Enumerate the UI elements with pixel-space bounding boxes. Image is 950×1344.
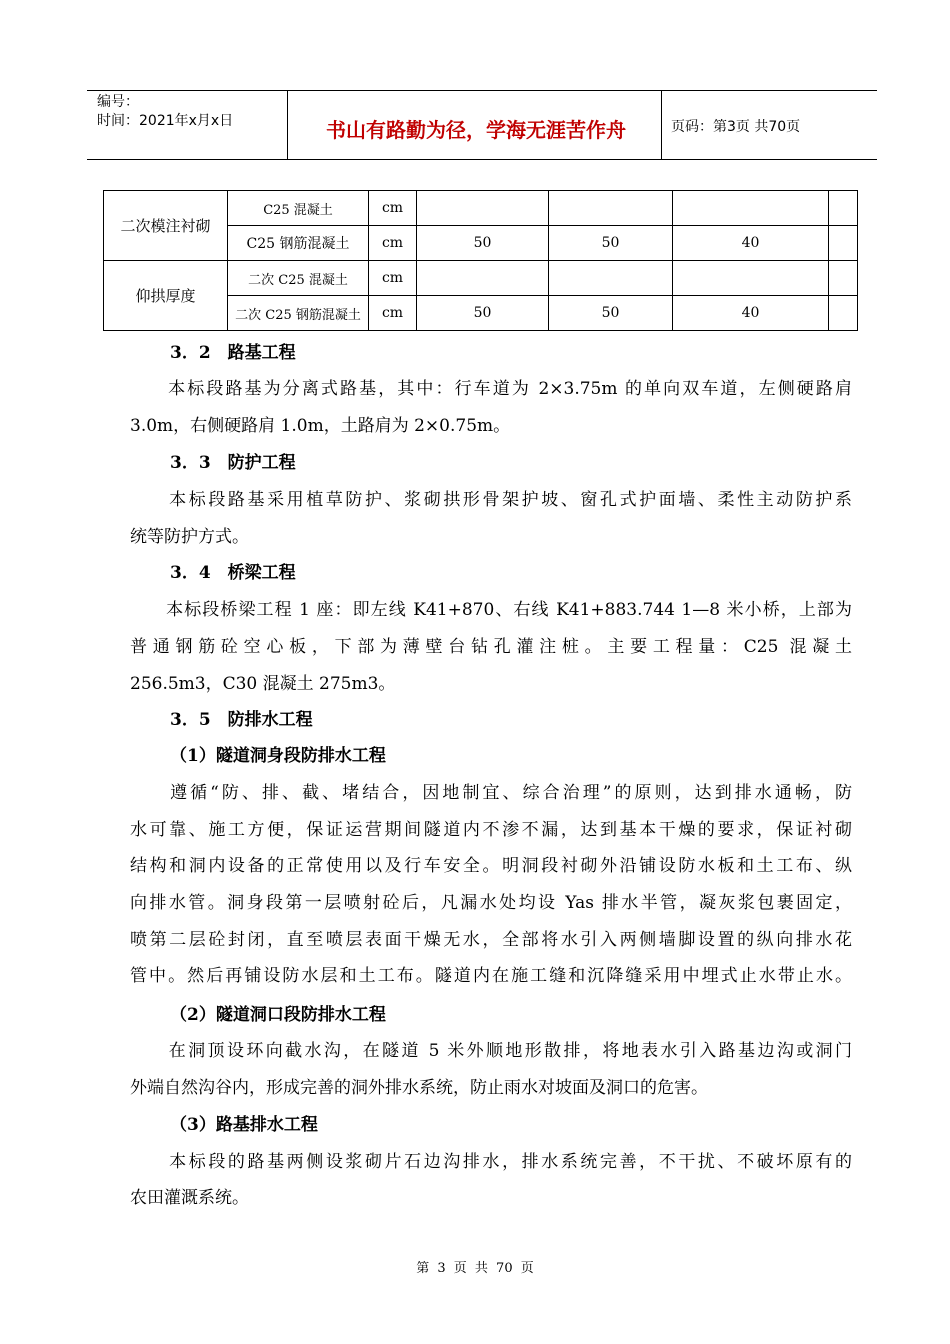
unit-cell: cm [369, 296, 417, 331]
unit-cell: cm [369, 191, 417, 226]
table-row [104, 191, 858, 226]
item-cell: 二次 C25 钢筋混凝土 [228, 296, 369, 331]
item-cell: C25 混凝土 [228, 191, 369, 226]
header-meta [97, 93, 233, 131]
value-cell: 50 [549, 226, 673, 261]
subsection-heading: （1）隧道洞身段防排水工程 [170, 746, 386, 766]
paragraph-line: 农田灌溉系统。 [130, 1188, 249, 1208]
header-divider [661, 91, 662, 159]
value-cell [417, 191, 549, 226]
section-heading-3-3: 3．3 防护工程 [170, 453, 296, 473]
paragraph-line: 在洞顶设环向截水沟，在隧道 5 米外顺地形散排，将地表水引入路基边沟或洞门 [130, 1041, 852, 1061]
page-header [87, 90, 877, 160]
subsection-heading: （3）路基排水工程 [170, 1115, 318, 1135]
paragraph-line: 向排水管。洞身段第一层喷射砼后，凡漏水处均设 Yas 排水半管，凝灰浆包裹固定， [130, 893, 852, 913]
value-cell [549, 191, 673, 226]
value-cell: 40 [673, 226, 829, 261]
section-heading-3-5: 3．5 防排水工程 [170, 710, 313, 730]
item-cell: 二次 C25 混凝土 [228, 261, 369, 296]
empty-cell [829, 191, 858, 226]
header-number-label: 编号： [97, 94, 139, 110]
value-cell [673, 261, 829, 296]
paragraph-line: 管中。然后再铺设防水层和土工布。隧道内在施工缝和沉降缝采用中埋式止水带止水。 [130, 966, 852, 986]
paragraph-line: 统等防护方式。 [130, 527, 249, 547]
group-name: 二次模注衬砌 [104, 191, 228, 261]
value-cell [673, 191, 829, 226]
paragraph-line: 普通钢筋砼空心板，下部为薄壁台钻孔灌注桩。主要工程量：C25 混凝土 [130, 637, 852, 657]
paragraph-line: 喷第二层砼封闭，直至喷层表面干燥无水，全部将水引入两侧墙脚设置的纵向排水花 [130, 930, 852, 950]
value-cell: 50 [417, 296, 549, 331]
empty-cell [829, 296, 858, 331]
spec-table [103, 190, 858, 331]
paragraph-line: 水可靠、施工方便，保证运营期间隧道内不渗不漏，达到基本干燥的要求，保证衬砌 [130, 820, 852, 840]
header-motto: 书山有路勤为径，学海无涯苦作舟 [326, 118, 626, 142]
header-time-label: 时间：2021年x月x日 [97, 113, 234, 129]
section-heading-3-4: 3．4 桥梁工程 [170, 563, 296, 583]
paragraph-line: 遵循“防、排、截、堵结合，因地制宜、综合治理”的原则，达到排水通畅，防 [130, 783, 852, 803]
paragraph-line: 本标段路基采用植草防护、浆砌拱形骨架护坡、窗孔式护面墙、柔性主动防护系 [130, 490, 852, 510]
value-cell: 40 [673, 296, 829, 331]
value-cell [549, 261, 673, 296]
unit-cell: cm [369, 226, 417, 261]
paragraph-line: 本标段的路基两侧设浆砌片石边沟排水，排水系统完善，不干扰、不破坏原有的 [130, 1152, 852, 1172]
value-cell: 50 [549, 296, 673, 331]
section-heading-3-2: 3．2 路基工程 [170, 343, 296, 363]
page-footer: 第 3 页 共 70 页 [416, 1261, 534, 1276]
value-cell: 50 [417, 226, 549, 261]
empty-cell [829, 261, 858, 296]
paragraph-line: 3.0m，右侧硬路肩 1.0m，土路肩为 2×0.75m。 [130, 416, 511, 436]
paragraph-line: 256.5m3，C30 混凝土 275m3。 [130, 674, 396, 694]
value-cell [417, 261, 549, 296]
paragraph-line: 外端自然沟谷内，形成完善的洞外排水系统，防止雨水对坡面及洞口的危害。 [130, 1078, 708, 1098]
subsection-heading: （2）隧道洞口段防排水工程 [170, 1005, 386, 1025]
paragraph-line: 本标段路基为分离式路基，其中：行车道为 2×3.75m 的单向双车道，左侧硬路肩 [130, 379, 852, 399]
item-cell: C25 钢筋混凝土 [228, 226, 369, 261]
paragraph-line: 结构和洞内设备的正常使用以及行车安全。明洞段衬砌外沿铺设防水板和土工布、纵 [130, 856, 852, 876]
header-divider [287, 91, 288, 159]
group-name: 仰拱厚度 [104, 261, 228, 331]
header-page-label: 页码：第3页 共70页 [671, 119, 801, 135]
unit-cell: cm [369, 261, 417, 296]
empty-cell [829, 226, 858, 261]
table-row [104, 261, 858, 296]
paragraph-line: 本标段桥梁工程 1 座：即左线 K41+870、右线 K41+883.744 1—8 米小桥，上部为 [130, 600, 852, 620]
